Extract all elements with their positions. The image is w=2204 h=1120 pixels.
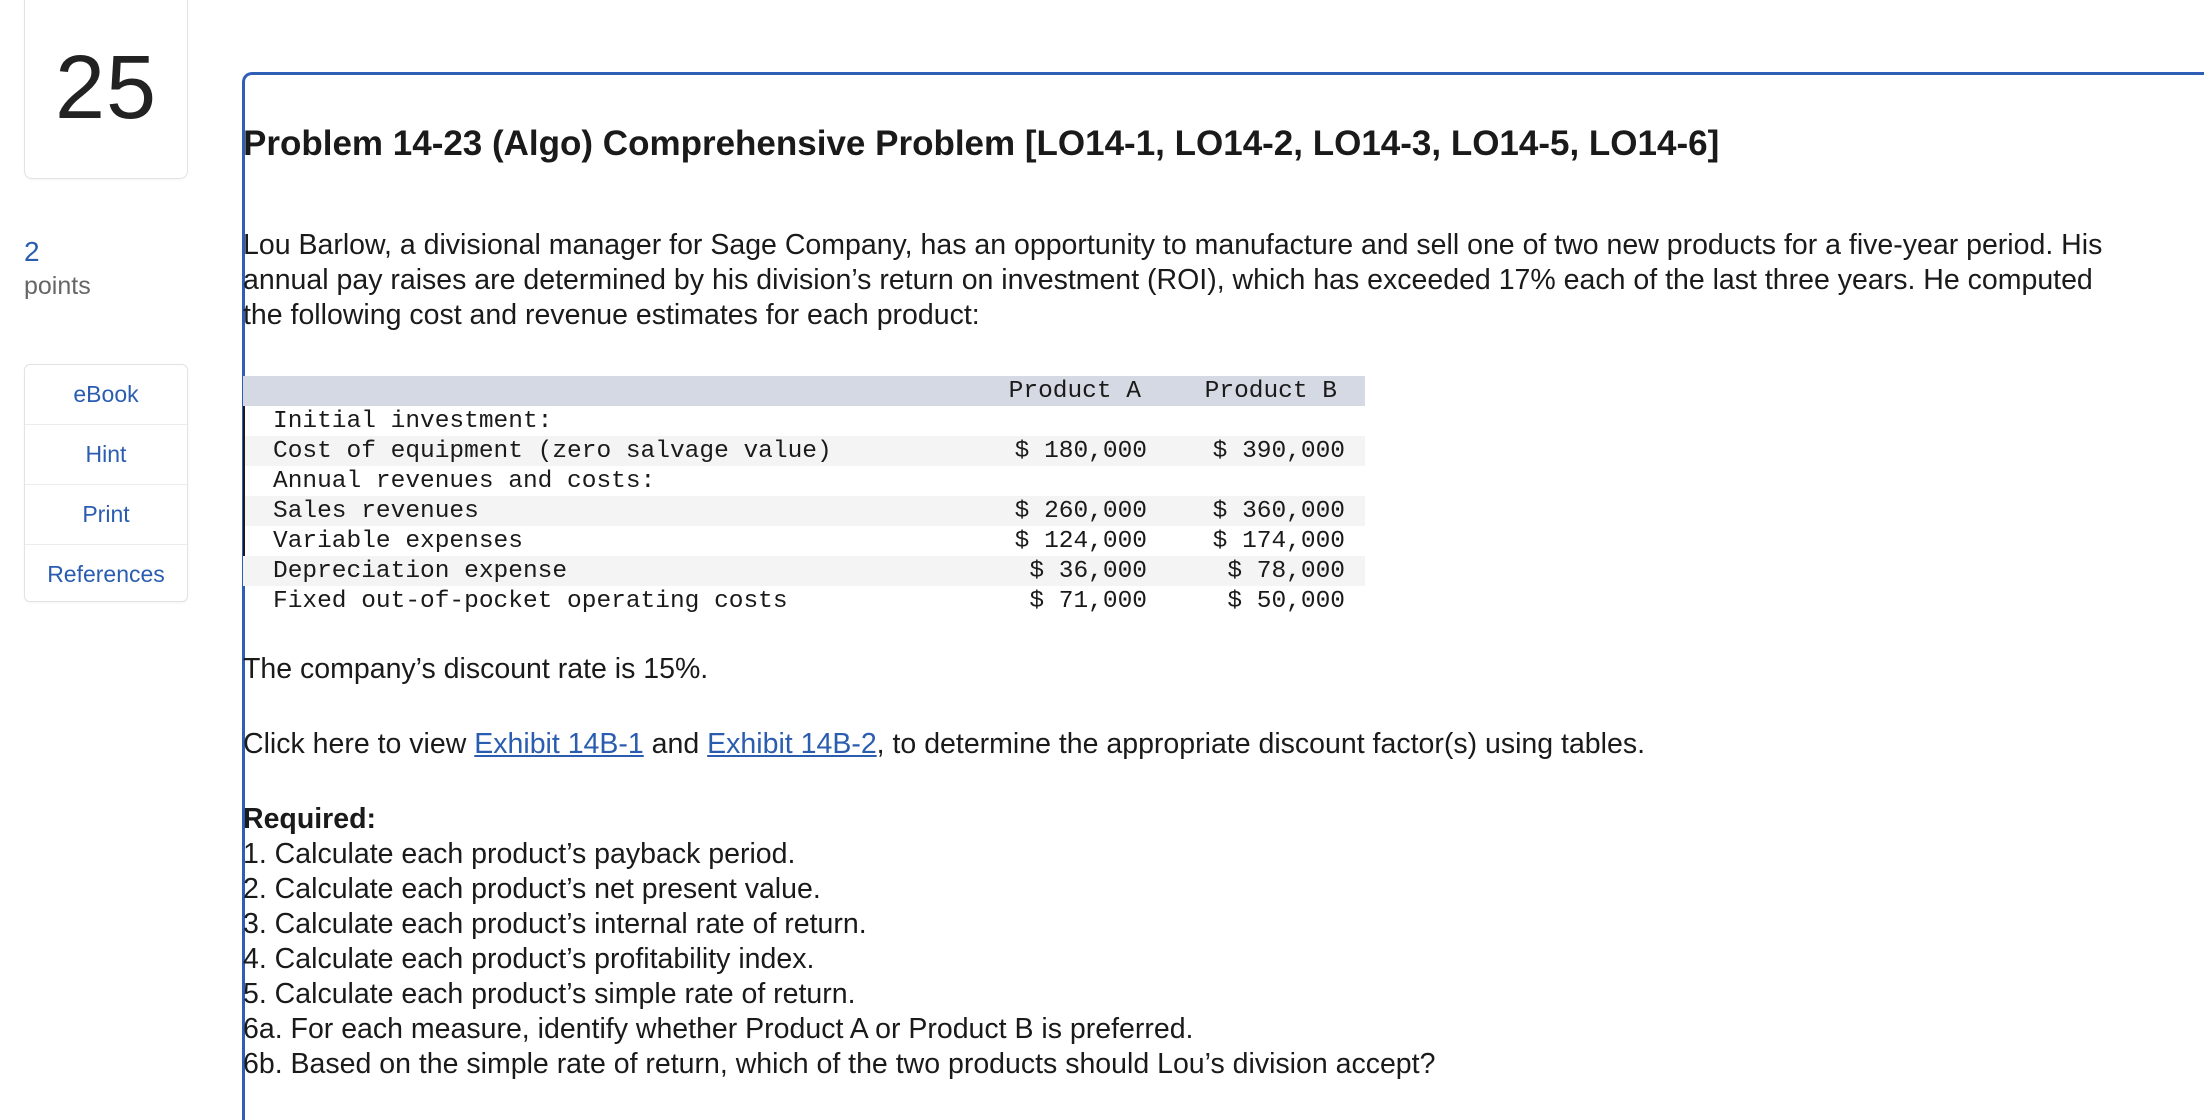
header-product-a: Product A [1008,378,1141,405]
hint-button[interactable]: Hint [25,425,187,485]
question-number: 25 [54,37,158,138]
row-label: Depreciation expense [273,558,568,585]
product-a-value: $ 180,000 [1014,438,1147,465]
table-row [243,406,1365,436]
product-b-value: $ 360,000 [1212,498,1345,525]
exhibit-prefix: Click here to view [243,728,475,760]
product-b-value: $ 78,000 [1227,558,1345,585]
row-label: Variable expenses [273,528,523,555]
points-value: 2 [24,236,40,267]
print-button[interactable]: Print [25,485,187,545]
required-item: 2. Calculate each product’s net present value. [243,873,821,905]
table-row [243,556,1365,586]
product-a-value: $ 71,000 [1029,588,1147,615]
row-label: Sales revenues [273,498,479,525]
exhibit-14b-2-link[interactable]: Exhibit 14B-2 [707,728,877,760]
product-b-value: $ 390,000 [1212,438,1345,465]
product-a-value: $ 260,000 [1014,498,1147,525]
table-left-rule [243,406,245,556]
discount-rate-text: The company’s discount rate is 15%. [243,653,709,685]
required-heading: Required: [243,803,377,835]
required-section [243,802,1435,1082]
required-item: 3. Calculate each product’s internal rate of return. [243,908,867,940]
exhibit-14b-1-link[interactable]: Exhibit 14B-1 [474,728,644,760]
table-header-row [243,376,1365,406]
required-item: 4. Calculate each product’s profitability index. [243,943,815,975]
exhibit-suffix: , to determine the appropriate discount factor(s) using tables. [876,728,1646,760]
problem-title: Problem 14-23 (Algo) Comprehensive Problem [LO14-1, LO14-2, LO14-3, LO14-5, LO14-6] [243,124,1720,163]
exhibit-instructions [243,727,1645,762]
row-label: Fixed out-of-pocket operating costs [273,588,788,615]
required-item: 6a. For each measure, identify whether Product A or Product B is preferred. [243,1013,1194,1045]
row-label: Cost of equipment (zero salvage value) [273,438,832,465]
cost-revenue-table [243,376,1365,616]
table-row [243,526,1365,556]
problem-intro: Lou Barlow, a divisional manager for Sage Company, has an opportunity to manufacture and sell one of two new products for a five-year period. His annual pay raises are determined by his division’s return on investment (ROI), which has exceeded 17% each of the last three years. He computed the following cost and revenue estimates for each product: [243,229,2103,331]
required-item: 6b. Based on the simple rate of return, which of the two products should Lou’s division accept? [243,1048,1436,1080]
exhibit-middle: and [643,728,708,760]
required-item: 5. Calculate each product’s simple rate of return. [243,978,856,1010]
table-row [243,496,1365,526]
ebook-button[interactable]: eBook [25,365,187,425]
points-label: points [24,272,91,300]
tools-menu [24,364,188,602]
required-item: 1. Calculate each product’s payback period. [243,838,796,870]
row-label: Annual revenues and costs: [273,468,656,495]
references-button[interactable]: References [47,561,165,587]
header-product-b: Product B [1204,378,1337,405]
table-row [243,466,1365,496]
table-row [243,436,1365,466]
row-label: Initial investment: [273,408,553,435]
product-b-value: $ 50,000 [1227,588,1345,615]
table-row [243,586,1365,616]
product-a-value: $ 124,000 [1014,528,1147,555]
question-number-card [24,0,188,179]
product-a-value: $ 36,000 [1029,558,1147,585]
product-b-value: $ 174,000 [1212,528,1345,555]
